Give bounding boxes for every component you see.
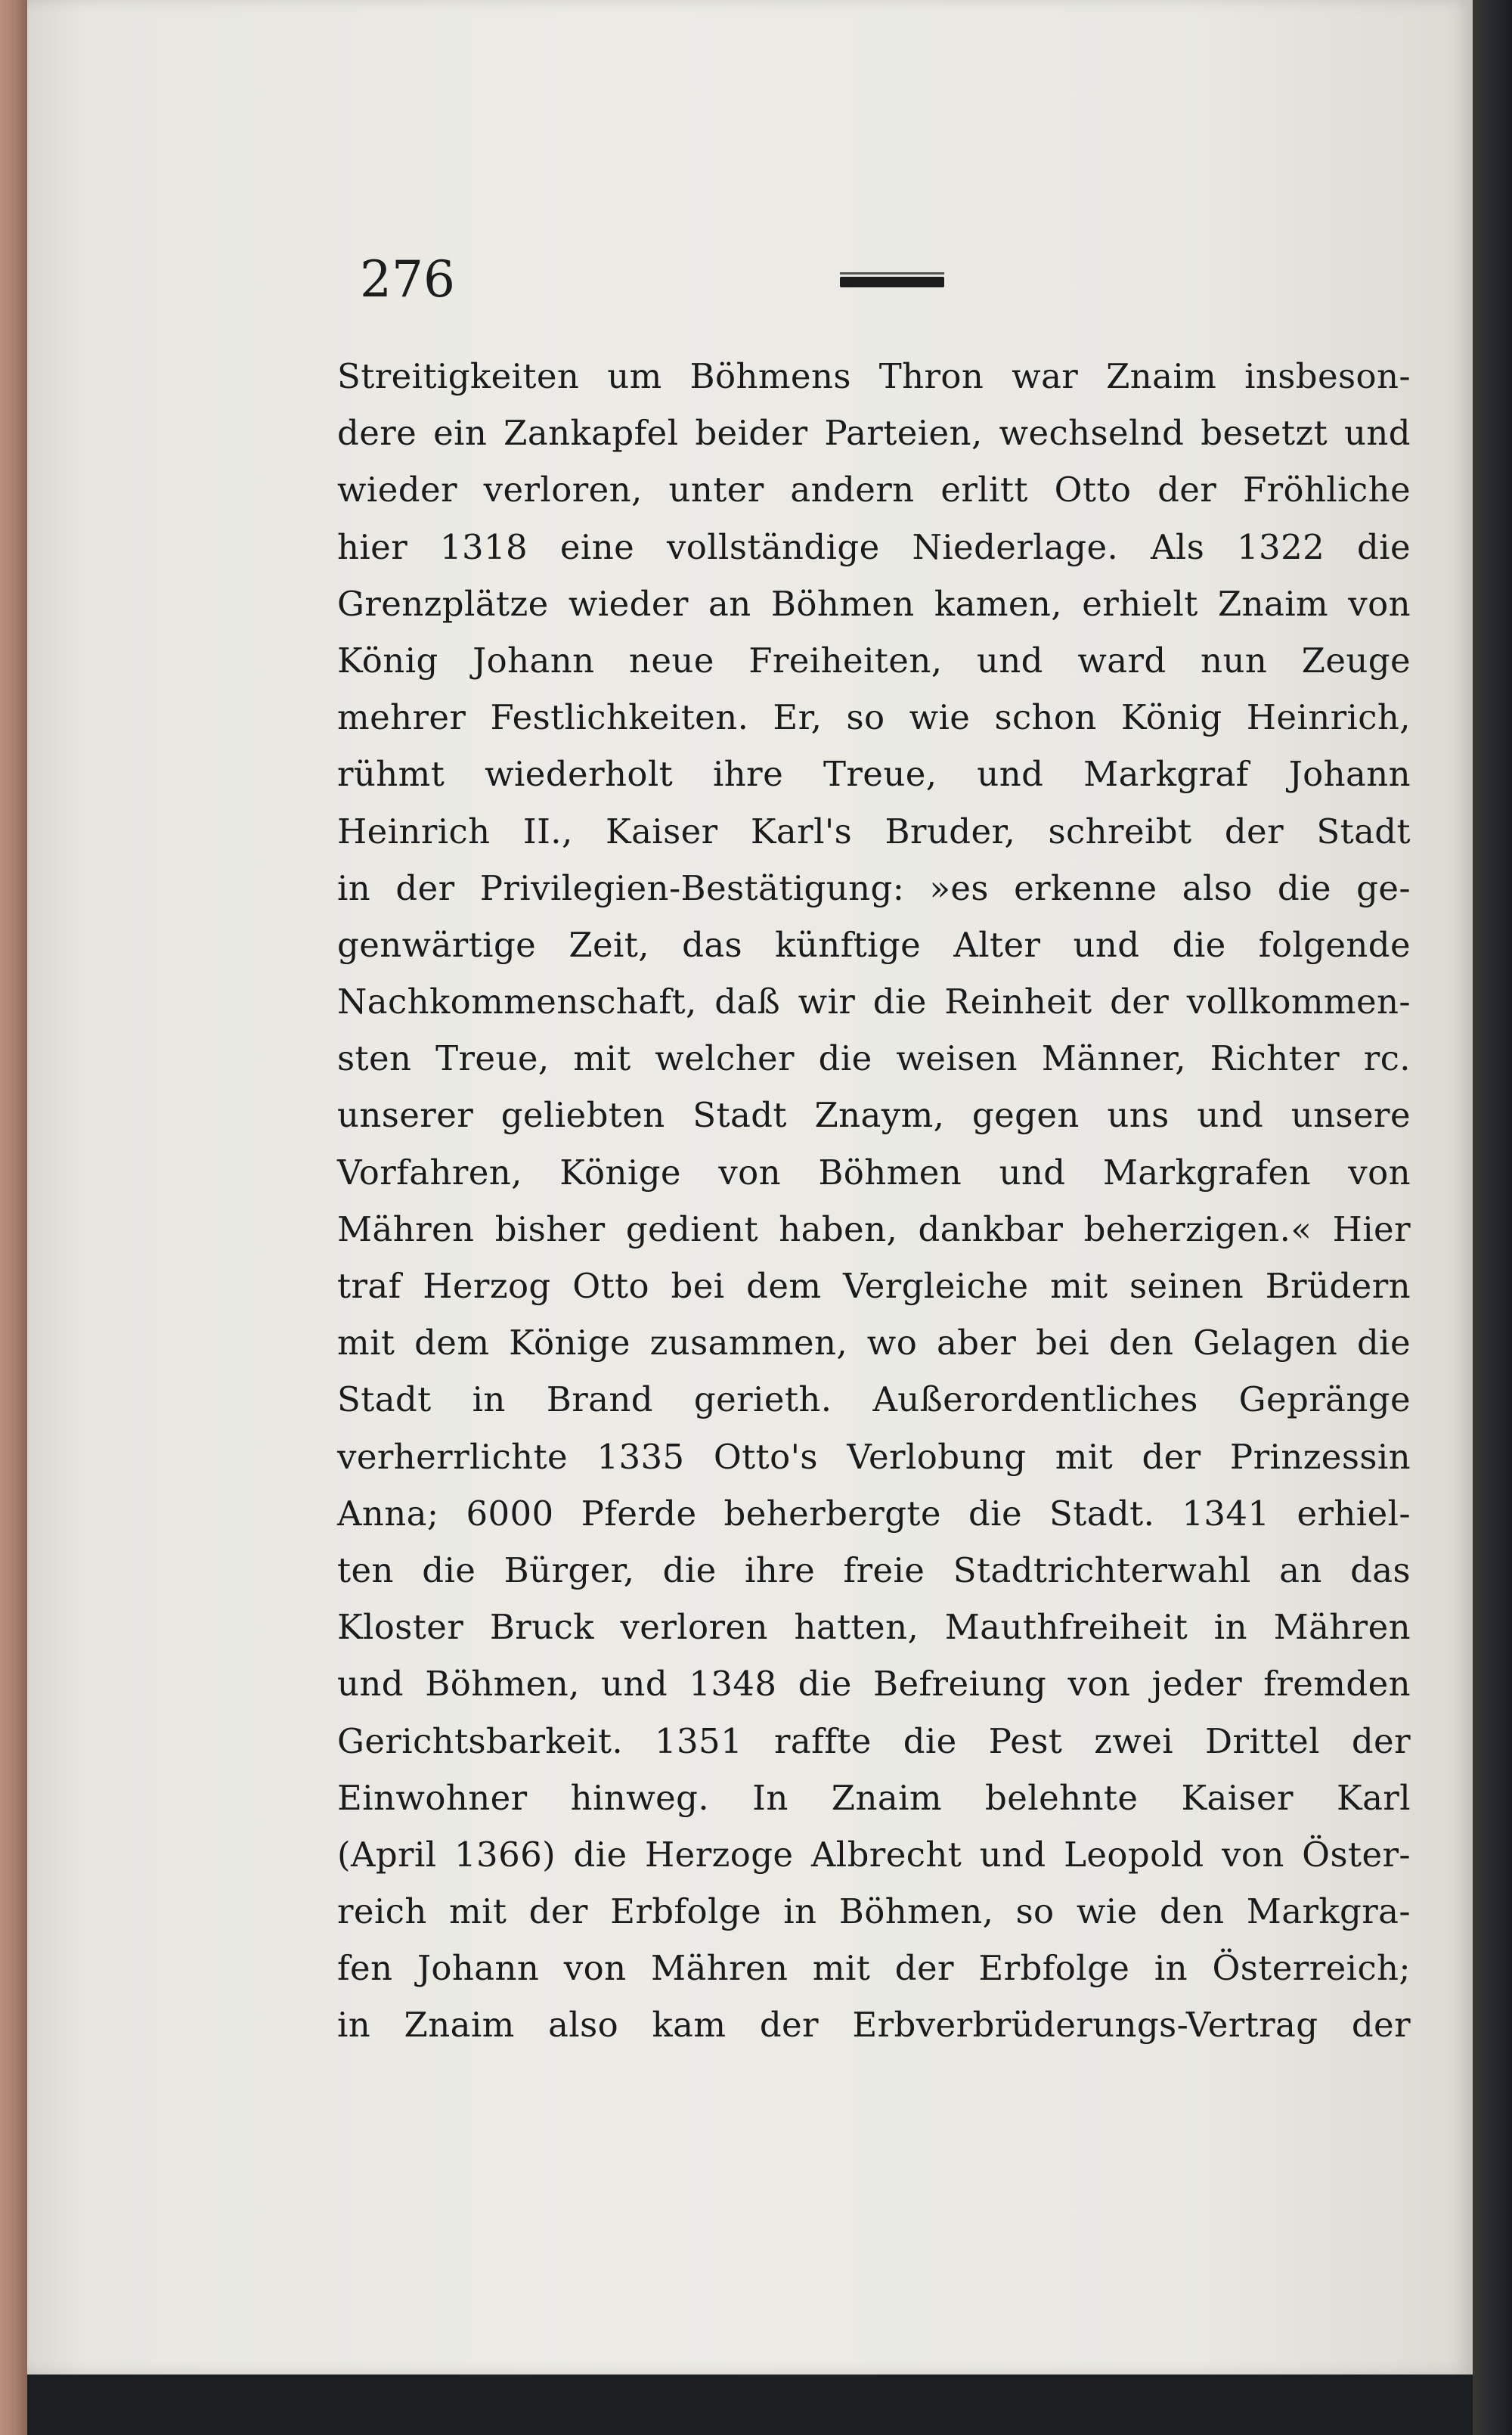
text-line: dere ein Zankapfel beider Parteien, wechselnd besetzt und (337, 413, 1411, 454)
text-line: Nachkommenschaft, daß wir die Reinheit der vollkommen- (337, 982, 1411, 1022)
text-line: genwärtige Zeit, das künftige Alter und die folgende (337, 924, 1411, 965)
text-line: Gerichtsbarkeit. 1351 raffte die Pest zwei Drittel der (337, 1720, 1411, 1761)
text-line: Vorfahren, Könige von Böhmen und Markgrafen von (337, 1152, 1411, 1193)
text-line: unserer geliebten Stadt Znaym, gegen uns und unsere (337, 1095, 1411, 1136)
book-binding-edge (0, 0, 27, 2435)
book-page (27, 0, 1473, 2375)
text-line: Stadt in Brand gerieth. Außerordentliches Gepränge (337, 1379, 1411, 1420)
text-line: in der Privilegien-Bestätigung: »es erkenne also die ge- (337, 867, 1411, 908)
text-line: (April 1366) die Herzoge Albrecht und Leopold von Öster- (337, 1834, 1411, 1875)
text-line: fen Johann von Mähren mit der Erbfolge in Österreich; (337, 1948, 1411, 1989)
text-line: Grenzplätze wieder an Böhmen kamen, erhielt Znaim von (337, 583, 1411, 624)
text-line: Heinrich II., Kaiser Karl's Bruder, schreibt der Stadt (337, 811, 1411, 851)
text-line: und Böhmen, und 1348 die Befreiung von jeder fremden (337, 1664, 1411, 1704)
text-line: Anna; 6000 Pferde beherbergte die Stadt. 1341 erhiel- (337, 1493, 1411, 1534)
text-line: in Znaim also kam der Erbverbrüderungs-Vertrag der (337, 2005, 1411, 2046)
header-ornament-rule (840, 277, 944, 287)
text-line: rühmt wiederholt ihre Treue, und Markgraf Johann (337, 754, 1411, 795)
text-line: reich mit der Erbfolge in Böhmen, so wie den Markgra- (337, 1891, 1411, 1932)
text-line: traf Herzog Otto bei dem Vergleiche mit seinen Brüdern (337, 1266, 1411, 1306)
text-line: wieder verloren, unter andern erlitt Otto der Fröhliche (337, 470, 1411, 510)
text-line: Mähren bisher gedient haben, dankbar beherzigen.« Hier (337, 1208, 1411, 1249)
text-line: verherrlichte 1335 Otto's Verlobung mit der Prinzessin (337, 1436, 1411, 1477)
text-line: ten die Bürger, die ihre freie Stadtrichterwahl an das (337, 1549, 1411, 1590)
text-line: Kloster Bruck verloren hatten, Mauthfreiheit in Mähren (337, 1607, 1411, 1648)
page-number: 276 (360, 250, 455, 309)
book-fore-edge (1473, 0, 1512, 2435)
page-header (337, 250, 1411, 310)
text-line: Einwohner hinweg. In Znaim belehnte Kaiser Karl (337, 1777, 1411, 1818)
text-line: Streitigkeiten um Böhmens Thron war Znaim insbeson- (337, 356, 1411, 396)
text-line: sten Treue, mit welcher die weisen Männer, Richter rc. (337, 1038, 1411, 1079)
text-line: mit dem Könige zusammen, wo aber bei den Gelagen die (337, 1323, 1411, 1363)
body-text (337, 348, 1411, 2054)
text-line: hier 1318 eine vollständige Niederlage. Als 1322 die (337, 526, 1411, 567)
text-line: mehrer Festlichkeiten. Er, so wie schon König Heinrich, (337, 697, 1411, 738)
text-line: König Johann neue Freiheiten, und ward nun Zeuge (337, 640, 1411, 681)
